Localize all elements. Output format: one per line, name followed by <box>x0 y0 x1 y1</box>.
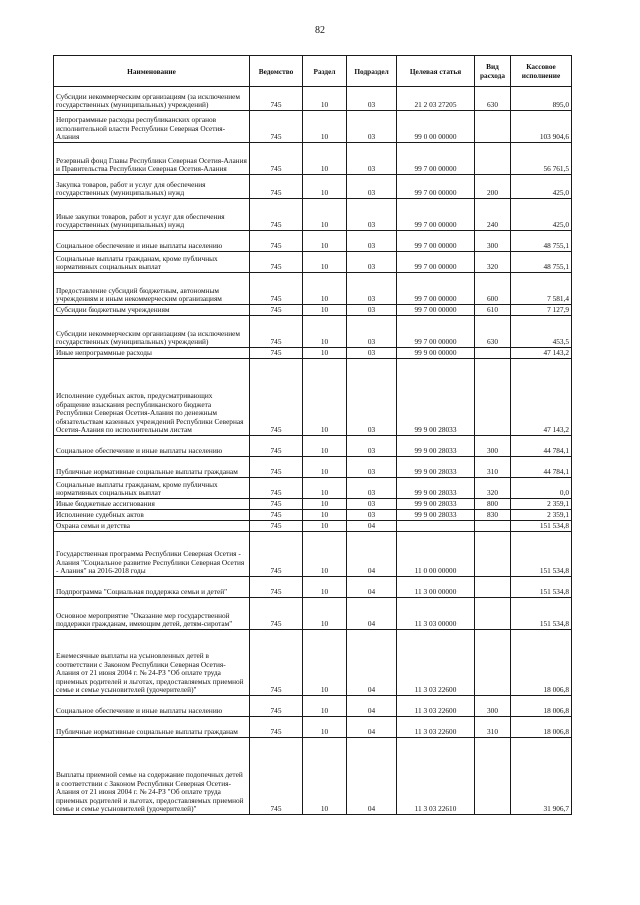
row-subsection: 03 <box>347 231 397 252</box>
row-section: 10 <box>303 111 347 143</box>
header-cash-execution: Кассовое исполнение <box>511 56 572 87</box>
row-section: 10 <box>303 717 347 738</box>
row-target-article: 99 7 00 00000 <box>397 143 475 175</box>
header-name: Наименование <box>54 56 250 87</box>
row-name: Субсидии некоммерческим организациям (за исключением государственных (муниципальных) учреждений) <box>54 316 250 348</box>
row-subsection: 03 <box>347 87 397 111</box>
row-section: 10 <box>303 738 347 815</box>
row-department: 745 <box>250 499 303 510</box>
row-section: 10 <box>303 252 347 273</box>
row-expense-type <box>475 630 511 696</box>
row-subsection: 03 <box>347 199 397 231</box>
row-subsection: 03 <box>347 478 397 499</box>
header-section: Раздел <box>303 56 347 87</box>
row-name: Публичные нормативные социальные выплаты гражданам <box>54 717 250 738</box>
row-amount: 453,5 <box>511 316 572 348</box>
row-name: Охрана семьи и детства <box>54 521 250 532</box>
table-body <box>54 87 572 815</box>
row-department: 745 <box>250 738 303 815</box>
row-expense-type: 200 <box>475 175 511 199</box>
row-expense-type <box>475 577 511 598</box>
row-amount: 18 006,8 <box>511 696 572 717</box>
row-subsection: 03 <box>347 510 397 521</box>
row-name: Субсидии некоммерческим организациям (за исключением государственных (муниципальных) учреждений) <box>54 87 250 111</box>
row-amount: 0,0 <box>511 478 572 499</box>
table-row <box>54 510 572 521</box>
table-row <box>54 359 572 436</box>
table-row <box>54 231 572 252</box>
table-row <box>54 111 572 143</box>
row-section: 10 <box>303 532 347 577</box>
row-expense-type: 300 <box>475 696 511 717</box>
row-expense-type: 830 <box>475 510 511 521</box>
header-subsection: Подраздел <box>347 56 397 87</box>
row-section: 10 <box>303 630 347 696</box>
table-row <box>54 696 572 717</box>
table-row <box>54 436 572 457</box>
row-name: Иные бюджетные ассигнования <box>54 499 250 510</box>
row-amount: 44 784,1 <box>511 436 572 457</box>
row-expense-type: 320 <box>475 252 511 273</box>
row-expense-type <box>475 348 511 359</box>
row-department: 745 <box>250 436 303 457</box>
row-section: 10 <box>303 577 347 598</box>
row-name: Основное мероприятие "Оказание мер государственной поддержки гражданам, имеющим детей, детям-сиротам" <box>54 598 250 630</box>
row-department: 745 <box>250 457 303 478</box>
row-subsection: 03 <box>347 436 397 457</box>
row-target-article: 11 3 00 00000 <box>397 577 475 598</box>
row-department: 745 <box>250 510 303 521</box>
row-name: Подпрограмма "Социальная поддержка семьи и детей" <box>54 577 250 598</box>
row-section: 10 <box>303 598 347 630</box>
row-name: Исполнение судебных актов, предусматривающих обращение взыскания республиканского бюджета Республики Северная Осетия-Алания по денежным обязательствам казенных учреждений Республики Северная Осетия-Алания по исполнительным листам <box>54 359 250 436</box>
row-section: 10 <box>303 316 347 348</box>
row-name: Социальные выплаты гражданам, кроме публичных нормативных социальных выплат <box>54 478 250 499</box>
table-row <box>54 175 572 199</box>
row-amount: 18 006,8 <box>511 717 572 738</box>
row-name: Социальное обеспечение и иные выплаты населению <box>54 696 250 717</box>
row-department: 745 <box>250 521 303 532</box>
row-department: 745 <box>250 252 303 273</box>
row-subsection: 04 <box>347 738 397 815</box>
row-amount: 31 906,7 <box>511 738 572 815</box>
row-name: Закупка товаров, работ и услуг для обеспечения государственных (муниципальных) нужд <box>54 175 250 199</box>
row-section: 10 <box>303 436 347 457</box>
row-target-article: 99 7 00 00000 <box>397 199 475 231</box>
row-expense-type: 610 <box>475 305 511 316</box>
row-name: Социальные выплаты гражданам, кроме публичных нормативных социальных выплат <box>54 252 250 273</box>
row-amount: 47 143,2 <box>511 359 572 436</box>
row-expense-type <box>475 521 511 532</box>
row-target-article: 99 9 00 28033 <box>397 478 475 499</box>
row-expense-type: 310 <box>475 457 511 478</box>
row-subsection: 03 <box>347 499 397 510</box>
row-department: 745 <box>250 231 303 252</box>
row-subsection: 03 <box>347 457 397 478</box>
row-target-article: 99 7 00 00000 <box>397 305 475 316</box>
row-expense-type: 310 <box>475 717 511 738</box>
row-name: Ежемесячные выплаты на усыновленных детей в соответствии с Законом Республики Северная Осетия-Алания от 21 июня 2004 г. № 24-РЗ "Об оплате труда приемных родителей и льготах, предоставляемых приемной семье и семье усыновителей (удочерителей)" <box>54 630 250 696</box>
table-header-row <box>54 56 572 87</box>
row-target-article: 99 7 00 00000 <box>397 273 475 305</box>
row-target-article: 99 9 00 28033 <box>397 510 475 521</box>
row-target-article: 11 3 03 22600 <box>397 696 475 717</box>
table-row <box>54 87 572 111</box>
row-subsection: 03 <box>347 359 397 436</box>
row-name: Иные непрограммные расходы <box>54 348 250 359</box>
table-row <box>54 630 572 696</box>
row-amount: 895,0 <box>511 87 572 111</box>
row-amount: 151 534,8 <box>511 598 572 630</box>
row-department: 745 <box>250 175 303 199</box>
row-amount: 7 581,4 <box>511 273 572 305</box>
row-target-article: 99 9 00 28033 <box>397 499 475 510</box>
row-subsection: 04 <box>347 577 397 598</box>
row-expense-type: 600 <box>475 273 511 305</box>
row-subsection: 03 <box>347 316 397 348</box>
budget-execution-table <box>53 55 572 815</box>
row-target-article: 21 2 03 27205 <box>397 87 475 111</box>
header-department: Ведомство <box>250 56 303 87</box>
row-department: 745 <box>250 598 303 630</box>
row-name: Социальное обеспечение и иные выплаты населению <box>54 436 250 457</box>
row-name: Публичные нормативные социальные выплаты гражданам <box>54 457 250 478</box>
row-section: 10 <box>303 499 347 510</box>
row-target-article: 99 7 00 00000 <box>397 316 475 348</box>
row-department: 745 <box>250 273 303 305</box>
row-department: 745 <box>250 111 303 143</box>
table-row <box>54 252 572 273</box>
table-row <box>54 305 572 316</box>
row-expense-type: 630 <box>475 87 511 111</box>
row-name: Непрограммные расходы республиканских органов исполнительной власти Республики Северная Осетия-Алания <box>54 111 250 143</box>
row-target-article: 99 9 00 28033 <box>397 359 475 436</box>
row-expense-type <box>475 598 511 630</box>
row-department: 745 <box>250 359 303 436</box>
row-subsection: 03 <box>347 273 397 305</box>
row-section: 10 <box>303 231 347 252</box>
row-section: 10 <box>303 273 347 305</box>
row-amount: 48 755,1 <box>511 252 572 273</box>
row-subsection: 04 <box>347 521 397 532</box>
table-row <box>54 273 572 305</box>
row-subsection: 04 <box>347 630 397 696</box>
table-row <box>54 499 572 510</box>
row-department: 745 <box>250 478 303 499</box>
row-subsection: 03 <box>347 252 397 273</box>
row-subsection: 03 <box>347 111 397 143</box>
row-amount: 18 006,8 <box>511 630 572 696</box>
row-subsection: 04 <box>347 717 397 738</box>
row-target-article: 99 9 00 28033 <box>397 436 475 457</box>
row-section: 10 <box>303 510 347 521</box>
row-subsection: 04 <box>347 532 397 577</box>
row-amount: 151 534,8 <box>511 577 572 598</box>
table-row <box>54 532 572 577</box>
row-amount: 2 359,1 <box>511 510 572 521</box>
header-expense-type: Вид расхода <box>475 56 511 87</box>
row-expense-type: 320 <box>475 478 511 499</box>
row-section: 10 <box>303 696 347 717</box>
row-amount: 425,0 <box>511 175 572 199</box>
row-section: 10 <box>303 478 347 499</box>
row-expense-type: 800 <box>475 499 511 510</box>
row-section: 10 <box>303 348 347 359</box>
table-row <box>54 577 572 598</box>
row-name: Предоставление субсидий бюджетным, автономным учреждениям и иным некоммерческим организациям <box>54 273 250 305</box>
table-row <box>54 143 572 175</box>
row-expense-type: 630 <box>475 316 511 348</box>
row-subsection: 04 <box>347 696 397 717</box>
row-target-article: 99 7 00 00000 <box>397 175 475 199</box>
table-row <box>54 199 572 231</box>
row-name: Субсидии бюджетным учреждениям <box>54 305 250 316</box>
table-row <box>54 457 572 478</box>
row-department: 745 <box>250 143 303 175</box>
row-subsection: 03 <box>347 175 397 199</box>
row-target-article: 99 7 00 00000 <box>397 231 475 252</box>
row-name: Исполнение судебных актов <box>54 510 250 521</box>
row-target-article: 99 9 00 00000 <box>397 348 475 359</box>
row-amount: 103 904,6 <box>511 111 572 143</box>
row-amount: 2 359,1 <box>511 499 572 510</box>
row-target-article: 99 7 00 00000 <box>397 252 475 273</box>
row-department: 745 <box>250 316 303 348</box>
row-amount: 48 755,1 <box>511 231 572 252</box>
row-department: 745 <box>250 87 303 111</box>
row-expense-type <box>475 738 511 815</box>
row-target-article: 11 3 03 00000 <box>397 598 475 630</box>
row-department: 745 <box>250 717 303 738</box>
row-subsection: 03 <box>347 143 397 175</box>
row-department: 745 <box>250 199 303 231</box>
table-row <box>54 738 572 815</box>
row-section: 10 <box>303 457 347 478</box>
row-subsection: 04 <box>347 598 397 630</box>
row-amount: 151 534,8 <box>511 532 572 577</box>
row-expense-type: 300 <box>475 231 511 252</box>
row-subsection: 03 <box>347 305 397 316</box>
row-amount: 7 127,9 <box>511 305 572 316</box>
row-section: 10 <box>303 305 347 316</box>
row-department: 745 <box>250 630 303 696</box>
row-department: 745 <box>250 348 303 359</box>
row-target-article: 99 9 00 28033 <box>397 457 475 478</box>
header-target-article: Целевая статья <box>397 56 475 87</box>
row-subsection: 03 <box>347 348 397 359</box>
row-target-article: 11 0 00 00000 <box>397 532 475 577</box>
row-department: 745 <box>250 532 303 577</box>
row-section: 10 <box>303 175 347 199</box>
row-name: Резервный фонд Главы Республики Северная Осетия-Алания и Правительства Республики Северная Осетия-Алания <box>54 143 250 175</box>
table-row <box>54 598 572 630</box>
row-amount: 151 534,8 <box>511 521 572 532</box>
page-number: 82 <box>315 25 325 36</box>
table-row <box>54 316 572 348</box>
row-target-article: 11 3 03 22600 <box>397 717 475 738</box>
row-target-article: 99 0 00 00000 <box>397 111 475 143</box>
table-row <box>54 348 572 359</box>
row-expense-type <box>475 532 511 577</box>
row-target-article <box>397 521 475 532</box>
row-amount: 56 761,5 <box>511 143 572 175</box>
table-row <box>54 717 572 738</box>
row-expense-type <box>475 359 511 436</box>
row-name: Выплаты приемной семье на содержание подопечных детей в соответствии с Законом Республики Северная Осетия-Алания от 21 июня 2004 г. № 24-РЗ "Об оплате труда приемных родителей и льготах, предоставляемых приемной семье и семье усыновителей (удочерителей)" <box>54 738 250 815</box>
row-amount: 47 143,2 <box>511 348 572 359</box>
row-expense-type: 240 <box>475 199 511 231</box>
row-section: 10 <box>303 87 347 111</box>
row-section: 10 <box>303 359 347 436</box>
row-section: 10 <box>303 521 347 532</box>
row-name: Государственная программа Республики Северная Осетия - Алания "Социальное развитие Республики Северная Осетия - Алания" на 2016-2018 годы <box>54 532 250 577</box>
row-name: Социальное обеспечение и иные выплаты населению <box>54 231 250 252</box>
row-amount: 44 784,1 <box>511 457 572 478</box>
row-target-article: 11 3 03 22610 <box>397 738 475 815</box>
row-expense-type <box>475 111 511 143</box>
row-department: 745 <box>250 305 303 316</box>
row-amount: 425,0 <box>511 199 572 231</box>
table-row <box>54 521 572 532</box>
row-section: 10 <box>303 143 347 175</box>
table-row <box>54 478 572 499</box>
row-section: 10 <box>303 199 347 231</box>
row-name: Иные закупки товаров, работ и услуг для обеспечения государственных (муниципальных) нужд <box>54 199 250 231</box>
row-expense-type: 300 <box>475 436 511 457</box>
row-target-article: 11 3 03 22600 <box>397 630 475 696</box>
row-department: 745 <box>250 696 303 717</box>
row-department: 745 <box>250 577 303 598</box>
row-expense-type <box>475 143 511 175</box>
